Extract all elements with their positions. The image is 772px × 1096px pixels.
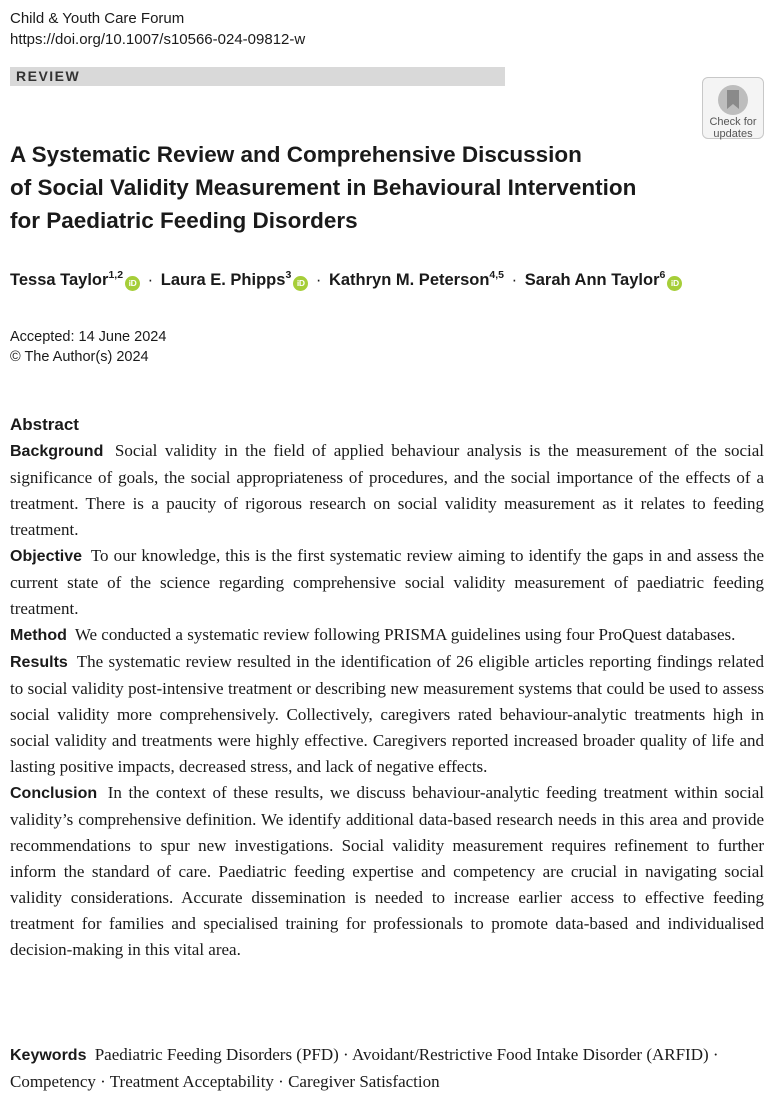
keywords [10,1042,764,1095]
abstract-method [10,622,764,649]
article-type-label: REVIEW [16,68,81,84]
copyright-notice: © The Author(s) 2024 [10,349,149,365]
abstract-heading: Abstract [10,415,79,434]
author-name[interactable]: Sarah Ann Taylor [524,271,660,289]
author-affiliation: 3 [285,269,292,281]
section-text: The systematic review resulted in the identification of 26 eligible articles reporting findings related to social validity post-intensive treatment or describing new measurement systems that could be used to assess social validity more comprehensively. Collectively, caregivers rated behaviour-analytic treatments high in social validity and treatments were highly effective. Caregivers reported increased broader quality of life and lasting positive impacts, decreased stress, and lack of negative effects. [10,652,764,776]
abstract-conclusion [10,780,764,963]
abstract-body [10,438,764,963]
section-label: Objective [10,548,83,565]
keywords-text: Paediatric Feeding Disorders (PFD) · Avoidant/Restrictive Food Intake Disorder (ARFID) · Competency · Treatment Acceptability · Caregiver Satisfaction [10,1045,719,1091]
doi-link[interactable]: https://doi.org/10.1007/s10566-024-09812-w [10,31,306,48]
title-line: for Paediatric Feeding Disorders [10,208,358,233]
article-type-bar [10,67,505,86]
check-for-label: Check for [709,116,757,128]
article-title [10,138,700,237]
abstract-objective [10,543,764,622]
section-text: We conducted a systematic review following PRISMA guidelines using four ProQuest databases. [74,625,736,644]
orcid-icon[interactable]: iD [293,276,308,291]
author-affiliation: 6 [659,269,666,281]
section-text: To our knowledge, this is the first systematic review aiming to identify the gaps in and assess the current state of the science regarding comprehensive social validity measurement of paediatric feeding treatment. [10,546,764,618]
author-separator: · [511,271,518,289]
section-label: Results [10,654,68,671]
author-list [10,268,770,292]
bookmark-icon [716,84,750,116]
author-separator: · [315,271,322,289]
author-name[interactable]: Kathryn M. Peterson [328,271,490,289]
check-for-updates-badge[interactable] [702,77,764,139]
section-text: In the context of these results, we discuss behaviour-analytic feeding treatment within social validity’s comprehensive definition. We identify additional data-based research needs in this area and provide recommendations to spur new investigations. Social validity measurement requires refinement to further inform the standard of care. Paediatric feeding expertise and competency are crucial in navigating social validity considerations. Accurate dissemination is needed to increase earlier access to effective feeding treatment for families and specialised training for professionals to promote data-based and individualised decision-making in this vital area. [10,783,764,959]
section-label: Method [10,627,67,644]
section-text: Social validity in the field of applied behaviour analysis is the measurement of the social significance of goals, the social appropriateness of procedures, and the social importance of the effects of a treatment. There is a paucity of rigorous research on social validity measurement as it relates to feeding treatment. [10,441,765,539]
author-affiliation: 1,2 [108,269,124,281]
updates-label: updates [713,128,753,140]
section-label: Background [10,443,104,460]
orcid-icon[interactable]: iD [125,276,140,291]
keywords-label: Keywords [10,1047,87,1064]
abstract-background [10,438,764,543]
accepted-date: Accepted: 14 June 2024 [10,329,167,345]
author-name[interactable]: Laura E. Phipps [160,271,286,289]
author-affiliation: 4,5 [489,269,505,281]
abstract-results [10,649,764,780]
orcid-icon[interactable]: iD [667,276,682,291]
author-name[interactable]: Tessa Taylor [10,271,109,289]
author-separator: · [147,271,154,289]
title-line: A Systematic Review and Comprehensive Discussion [10,142,582,167]
journal-name: Child & Youth Care Forum [10,10,185,27]
title-line: of Social Validity Measurement in Behavioural Intervention [10,175,637,200]
section-label: Conclusion [10,785,98,802]
